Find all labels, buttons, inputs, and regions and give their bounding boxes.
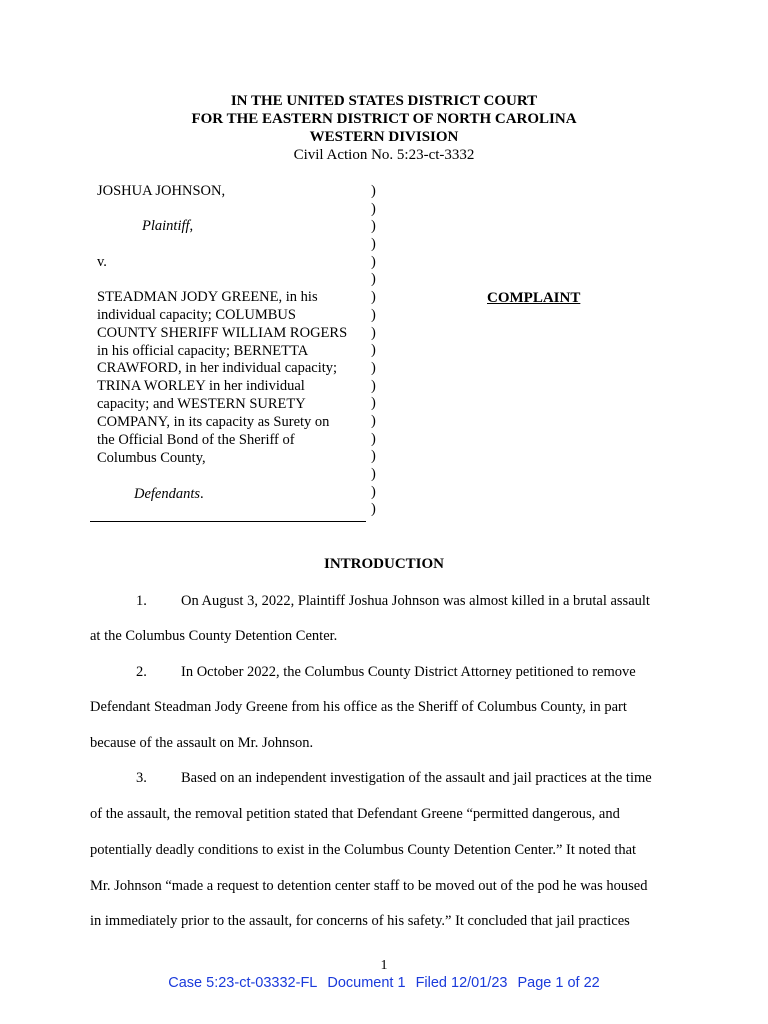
- defendants-role-label: Defendants: [134, 486, 201, 502]
- caption-paren: ): [371, 359, 376, 376]
- defendants-line: in his official capacity; BERNETTA: [97, 343, 309, 359]
- footer-document: Document 1: [327, 975, 406, 991]
- caption-paren: ): [371, 395, 376, 412]
- defendants-line: COMPANY, in its capacity as Surety on: [97, 414, 330, 430]
- caption-paren: ): [371, 501, 376, 518]
- caption-paren: ): [371, 218, 376, 235]
- filing-stamp-footer: [0, 974, 768, 992]
- caption-paren: ): [371, 289, 376, 306]
- caption-paren: ): [371, 342, 376, 359]
- court-name-line-1: IN THE UNITED STATES DISTRICT COURT: [230, 93, 538, 109]
- document-title: COMPLAINT: [487, 290, 581, 306]
- caption-paren: ): [371, 448, 376, 465]
- paragraph-line: potentially deadly conditions to exist in the Columbus County Detention Center.” It noted that: [90, 842, 637, 858]
- defendants-line: the Official Bond of the Sheriff of: [97, 432, 295, 448]
- caption-paren: ): [371, 183, 376, 199]
- caption-paren: ): [371, 200, 376, 217]
- defendants-role-suffix: .: [200, 486, 204, 502]
- caption-paren: ): [371, 412, 376, 429]
- versus: v.: [97, 254, 107, 270]
- paragraph-line: in immediately prior to the assault, for concerns of his safety.” It concluded that jail practices: [90, 913, 630, 929]
- paragraph-number: 3.: [136, 770, 147, 786]
- page-number: 1: [380, 958, 388, 973]
- paragraph-line: Based on an independent investigation of the assault and jail practices at the time: [181, 770, 652, 786]
- paragraph-line: at the Columbus County Detention Center.: [90, 628, 338, 644]
- paragraph-line: Mr. Johnson “made a request to detention center staff to be moved out of the pod he was housed: [90, 878, 648, 894]
- defendants-line: Columbus County,: [97, 450, 206, 466]
- caption-paren: ): [371, 466, 376, 482]
- civil-action-number: Civil Action No. 5:23-ct-3332: [293, 147, 475, 163]
- paragraph-line: Defendant Steadman Jody Greene from his office as the Sheriff of Columbus County, in part: [90, 699, 627, 715]
- plaintiff-role-suffix: ,: [189, 218, 194, 234]
- plaintiff-role-label: Plaintiff: [142, 218, 190, 234]
- paragraph-line: of the assault, the removal petition stated that Defendant Greene “permitted dangerous, and: [90, 806, 620, 822]
- caption-paren: ): [371, 483, 376, 500]
- introduction-heading: INTRODUCTION: [323, 556, 444, 572]
- caption-paren: ): [371, 377, 376, 394]
- plaintiff-name: JOSHUA JOHNSON,: [97, 183, 226, 199]
- paragraph-number: 1.: [136, 593, 147, 609]
- footer-filed-date: Filed 12/01/23: [415, 975, 508, 991]
- caption-paren: ): [371, 236, 376, 253]
- defendants-line: CRAWFORD, in her individual capacity;: [97, 360, 338, 376]
- caption-paren: ): [371, 324, 376, 341]
- defendants-line: individual capacity; COLUMBUS: [97, 307, 296, 323]
- defendants-line: TRINA WORLEY in her individual: [97, 378, 305, 394]
- paragraph-line: On August 3, 2022, Plaintiff Joshua Johnson was almost killed in a brutal assault: [181, 593, 650, 609]
- defendants-line: COUNTY SHERIFF WILLIAM ROGERS: [97, 325, 348, 341]
- plaintiff-role: [142, 218, 193, 236]
- caption-paren: ): [371, 430, 376, 447]
- footer-case-number: Case 5:23-ct-03332-FL: [168, 975, 318, 991]
- defendants-line: capacity; and WESTERN SURETY: [97, 396, 306, 412]
- caption-parenthesis-column: [371, 183, 383, 519]
- footer-page-count: Page 1 of 22: [517, 975, 600, 991]
- defendants-line: STEADMAN JODY GREENE, in his: [97, 289, 318, 305]
- defendants-role: [134, 486, 204, 504]
- paragraph-line: because of the assault on Mr. Johnson.: [90, 735, 314, 751]
- caption-paren: ): [371, 306, 376, 323]
- caption-paren: ): [371, 271, 376, 288]
- court-division: WESTERN DIVISION: [309, 129, 459, 145]
- paragraph-line: In October 2022, the Columbus County District Attorney petitioned to remove: [181, 664, 636, 680]
- caption-paren: ): [371, 253, 376, 270]
- paragraph-number: 2.: [136, 664, 147, 680]
- caption-underline: [90, 521, 366, 522]
- court-name-line-2: FOR THE EASTERN DISTRICT OF NORTH CAROLINA: [191, 111, 577, 127]
